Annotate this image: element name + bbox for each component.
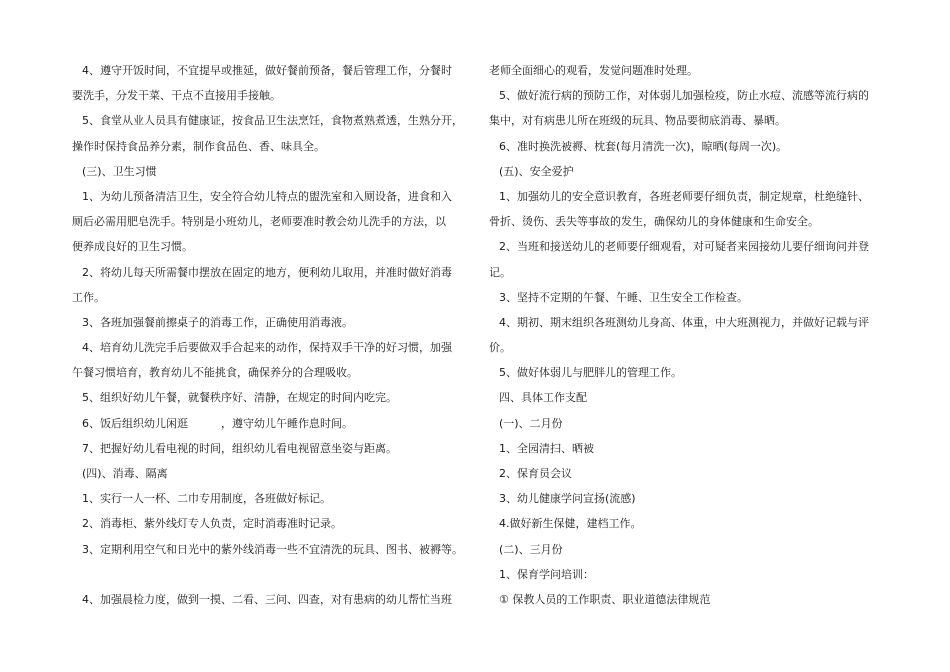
text-line: 四、具体工作支配 xyxy=(499,391,587,405)
text-line: 7、把握好幼儿看电视的时间，组织幼儿看电视留意坐姿与距离。 xyxy=(82,441,397,455)
text-line: 4、加强晨检力度，做到一摸、二看、三问、四查，对有患病的幼儿帮忙当班 xyxy=(82,592,452,606)
text-line: 2、消毒柜、紫外线灯专人负责，定时消毒准时记录。 xyxy=(82,517,342,531)
text-line: (五)、安全爱护 xyxy=(499,164,574,178)
text-line: 2、将幼儿每天所需餐巾摆放在固定的地方，便利幼儿取用，并准时做好消毒 xyxy=(82,265,452,279)
text-line: 午餐习惯培育，教育幼儿不能挑食，确保养分的合理吸收。 xyxy=(72,366,358,380)
text-line: 6、准时换洗被褥、枕套(每月清洗一次)，晾晒(每周一次)。 xyxy=(499,139,788,153)
text-line: (四)、消毒、隔离 xyxy=(82,467,168,480)
text-line: 2、当班和接送幼儿的老师要仔细观看，对可疑者来园接幼儿要仔细询问并登 xyxy=(499,240,869,254)
text-line: 4、遵守开饭时间，不宜提早或推延，做好餐前预备，餐后管理工作，分餐时 xyxy=(82,64,452,77)
right-column xyxy=(489,58,885,612)
text-line: 便养成良好的卫生习惯。 xyxy=(72,240,193,254)
text-line: 4.做好新生保健，建档工作。 xyxy=(499,517,642,531)
text-line: 6、饭后组织幼儿闲逛 ，遵守幼儿午睡作息时间。 xyxy=(82,416,353,430)
text-line: 3、幼儿健康学问宣扬(流感) xyxy=(499,492,636,506)
text-line: 3、坚持不定期的午餐、午睡、卫生安全工作检查。 xyxy=(499,290,748,304)
text-line: 5、组织好幼儿午餐，就餐秩序好、清静，在规定的时间内吃完。 xyxy=(82,391,397,405)
text-line: 记。 xyxy=(489,265,511,279)
text-line: 5、做好流行病的预防工作，对体弱儿加强检疫，防止水痘、流感等流行病的 xyxy=(499,89,869,103)
text-line: 4、期初、期末组织各班测幼儿身高、体重，中大班测视力，并做好记载与评 xyxy=(499,315,869,329)
text-line: 2、保育员会议 xyxy=(499,467,572,480)
text-line: 5、做好体弱儿与肥胖儿的管理工作。 xyxy=(499,366,682,380)
text-line: (二)、三月份 xyxy=(499,542,563,556)
text-line: 5、食堂从业人员具有健康证，按食品卫生法烹饪，食物煮熟煮透，生熟分开， xyxy=(82,114,463,128)
text-line: 骨折、烫伤、丢失等事故的发生，确保幼儿的身体健康和生命安全。 xyxy=(489,215,819,229)
text-line: 厕后必需用肥皂洗手。特别是小班幼儿，老师要准时教会幼儿洗手的方法，以 xyxy=(72,215,446,229)
text-line: 1、实行一人一杯、二巾专用制度，各班做好标记。 xyxy=(82,492,331,506)
text-line: (三)、卫生习惯 xyxy=(82,164,157,178)
text-line: 4、培育幼儿洗完手后要做双手合起来的动作，保持双手干净的好习惯，加强 xyxy=(82,341,452,355)
text-line: 3、各班加强餐前擦桌子的消毒工作，正确使用消毒液。 xyxy=(82,315,353,329)
text-line: 3、定期利用空气和日光中的紫外线消毒一些不宜清洗的玩具、图书、被褥等。 xyxy=(82,542,463,556)
text-line: 工作。 xyxy=(72,290,105,304)
text-line: 要洗手，分发干菜、干点不直接用手接触。 xyxy=(72,89,281,103)
text-line: 1、保育学问培训： xyxy=(499,567,594,581)
text-line: (一)、二月份 xyxy=(499,416,563,430)
text-line: 1、为幼儿预备清洁卫生，安全符合幼儿特点的盥洗室和入厕设备，进食和入 xyxy=(82,189,452,203)
text-line xyxy=(72,562,476,587)
left-column xyxy=(72,58,476,612)
text-line: 1、加强幼儿的安全意识教育，各班老师要仔细负责，制定规章，杜绝缝针、 xyxy=(499,189,869,203)
text-line: 集中，对有病患儿所在班级的玩具、物品要彻底消毒、暴晒。 xyxy=(489,114,786,128)
text-line: 价。 xyxy=(489,341,511,355)
text-line: 操作时保持食品养分素，制作食品色、香、味具全。 xyxy=(72,139,325,153)
text-line: 老师全面细心的观看，发觉问题准时处理。 xyxy=(489,64,698,77)
text-line: 1、全园清扫、晒被 xyxy=(499,441,594,455)
text-line: ① 保教人员的工作职责、职业道德法律规范 xyxy=(499,592,711,606)
